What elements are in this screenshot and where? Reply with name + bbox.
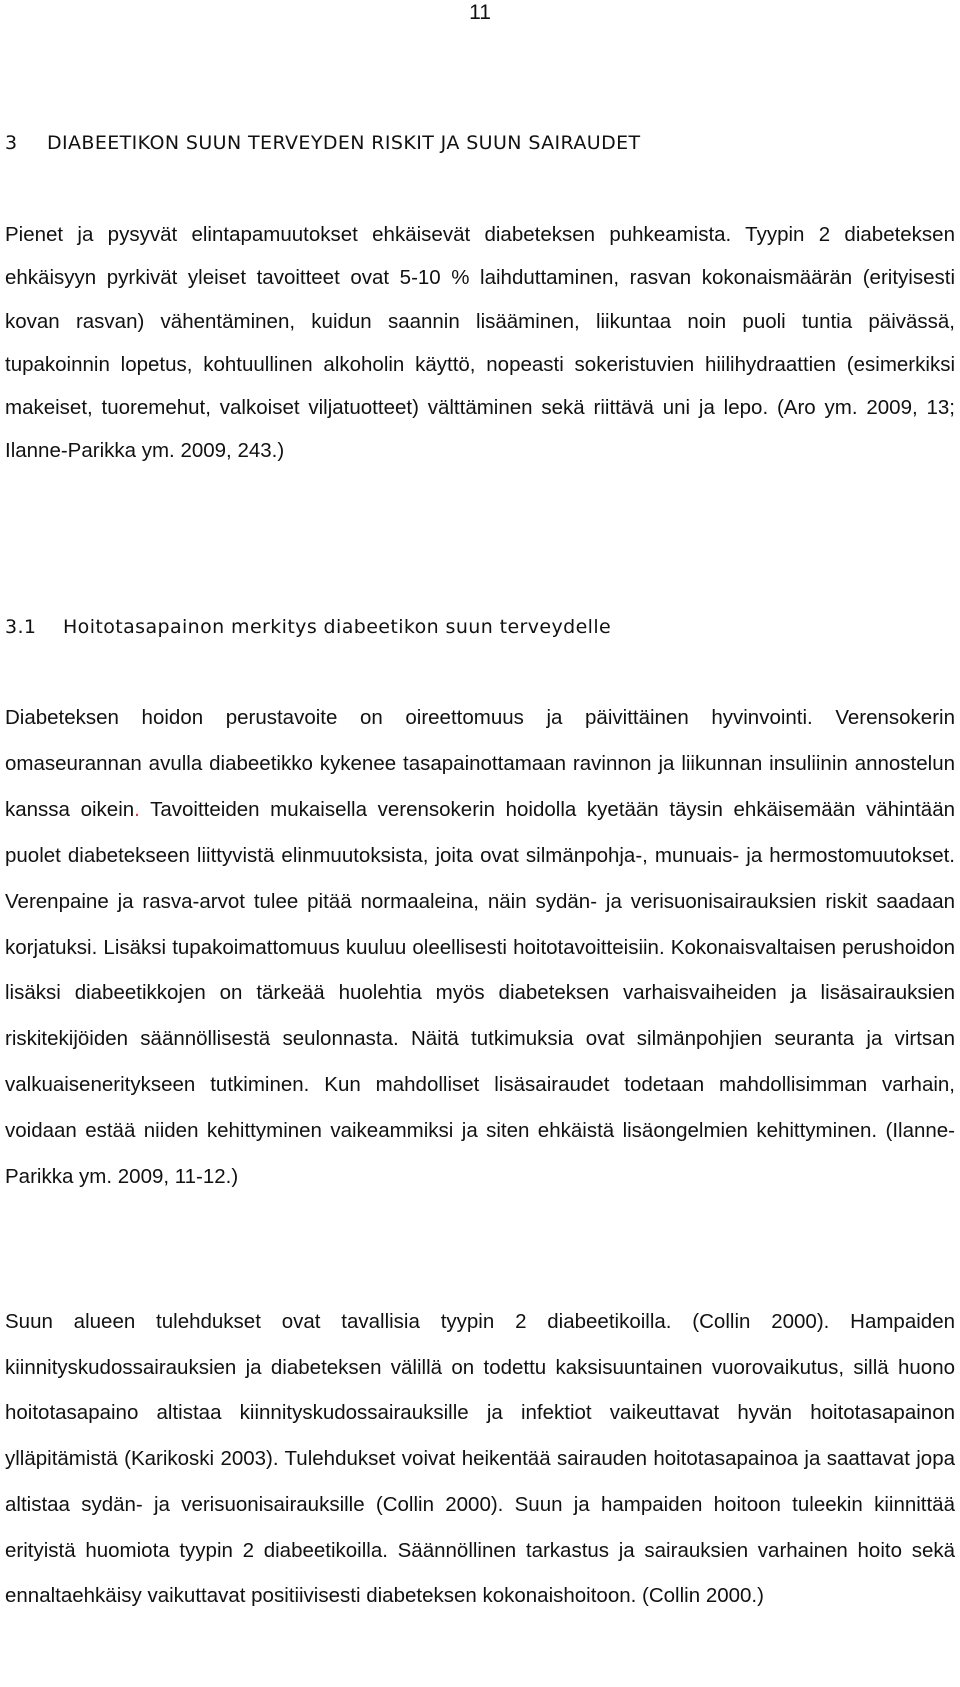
body-paragraph-2: Suun alueen tulehdukset ovat tavallisia tyypin 2 diabeetikoilla. (Collin 2000). Hampaiden kiinnityskudossairauksien ja diabeteksen välillä on todettu kaksisuuntainen vuorovaikutus, sillä huono hoitotasapaino altistaa kiinnityskudossairauksille ja infektiot vaikeuttavat hyvän hoitotasapainon ylläpitämistä (Karikoski 2003). Tulehdukset voivat heikentää sairauden hoitotasapainoa ja saattavat jopa altistaa sydän- ja verisuonisairauksille (Collin 2000). Suun ja hampaiden hoitoon tuleekin kiinnittää erityistä huomiota tyypin 2 diabeetikoilla. Säännöllinen tarkastus ja sairauksien varhainen hoito sekä ennaltaehkäisy vaikuttavat positiivisesti diabeteksen kokonaishoitoon. (Collin 2000.) [5, 1310, 955, 1608]
subsection-title: Hoitotasapainon merkitys diabeetikon suun terveydelle [63, 616, 612, 638]
subsection-heading [5, 614, 611, 640]
body-paragraph-1-start: Diabeteksen hoidon perustavoite on oireettomuus ja päivittäinen hyvinvointi. Verensokerin omaseurannan avulla diabeetikko kykenee tasapainottamaan ravinnon ja liikunnan insuliinin annostelun kanssa oikein [5, 706, 955, 821]
subsection-number: 3.1 [5, 616, 37, 638]
body-paragraph-1 [5, 695, 955, 1200]
page-number: 11 [469, 1, 491, 24]
body-paragraph-1-rest: Tavoitteiden mukaisella verensokerin hoidolla kyetään täysin ehkäisemään vähintään puolet diabetekseen liittyvistä elinmuutoksista, joita ovat silmänpohja-, munuais- ja hermostomuutokset. Verenpaine ja rasva-arvot tulee pitää normaaleina, näin sydän- ja verisuonisairauksien riskit saadaan korjatuksi. Lisäksi tupakoimattomuus kuuluu oleellisesti hoitotavoitteisiin. Kokonaisvaltaisen perushoidon lisäksi diabeetikkojen on tärkeää huolehtia myös diabeteksen varhaisvaiheiden ja lisäsairauksien riskitekijöiden säännöllisestä seulonnasta. Näitä tutkimuksia ovat silmänpohjien seuranta ja virtsan valkuaiseneritykseen tutkiminen. Kun mahdolliset lisäsairaudet todetaan mahdollisimman varhain, voidaan estää niiden kehittyminen vaikeammiksi ja siten ehkäistä lisäongelmien kehittyminen. (Ilanne- Parikka ym. 2009, 11-12.) [5, 797, 955, 1189]
section-number: 3 [5, 132, 18, 154]
section-heading [5, 130, 641, 156]
highlighted-period: . [134, 797, 140, 821]
intro-paragraph: Pienet ja pysyvät elintapamuutokset ehkäisevät diabeteksen puhkeamista. Tyypin 2 diabeteksen ehkäisyyn pyrkivät yleiset tavoitteet ovat 5-10 % laihduttaminen, rasvan kokonaismäärän (erityisesti kovan rasvan) vähentäminen, kuidun saannin lisääminen, liikuntaa noin puoli tuntia päivässä, tupakoinnin lopetus, kohtuullinen alkoholin käyttö, nopeasti sokeristuvien hiilihydraattien (esimerkiksi makeiset, tuoremehut, valkoiset viljatuotteet) välttäminen sekä riittävä uni ja lepo. (Aro ym. 2009, 13; Ilanne-Parikka ym. 2009, 243.) [5, 223, 955, 463]
section-title: DIABEETIKON SUUN TERVEYDEN RISKIT JA SUUN SAIRAUDET [47, 132, 641, 154]
